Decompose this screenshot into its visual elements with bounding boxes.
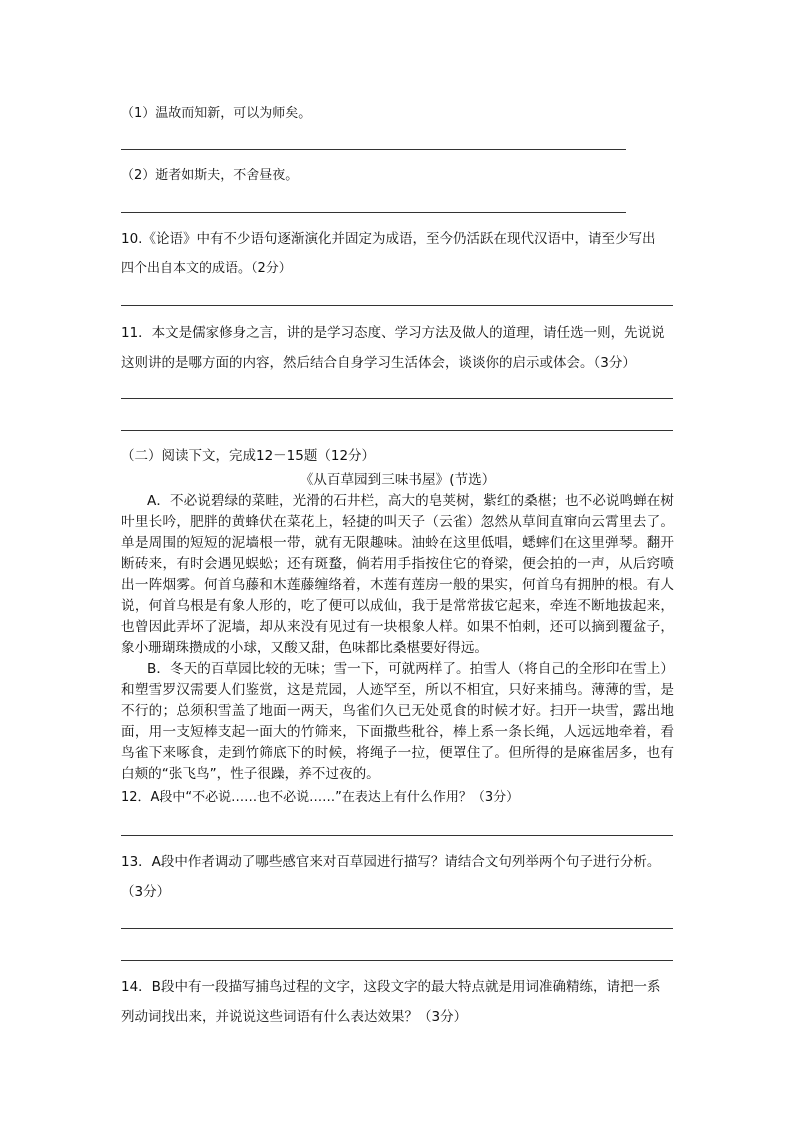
answer-line[interactable] (121, 835, 673, 836)
question-10-line-2: 四个出自本文的成语。（2分） (121, 261, 292, 276)
question-13-line-2: （3分） (121, 884, 171, 900)
passage-paragraph-a (121, 491, 674, 659)
section-heading: （二）阅读下文，完成12－15题（12分） (121, 448, 376, 464)
paragraph-b-text: B．冬天的百草园比较的无味；雪一下，可就两样了。拍雪人（将自己的全形印在雪上）和塑雪罗汉需要人们鉴赏，这是荒园，人迹罕至，所以不相宜，只好来捕鸟。薄薄的雪，是不行的；总须积雪盖了地面一两天，鸟雀们久已无处觅食的时候才好。扫开一块雪，露出地面，用一支短棒支起一面大的竹筛来，下面撒些秕谷，棒上系一条长绳，人远远地牵着，看鸟雀下来啄食，走到竹筛底下的时候，将绳子一拉，便罩住了。但所得的是麻雀居多，也有白颊的“张飞鸟”，性子很躁，养不过夜的。 (121, 661, 674, 782)
answer-line[interactable] (121, 928, 673, 929)
question-11-line-2: 这则讲的是哪方面的内容，然后结合自身学习生活体会，谈谈你的启示或体会。（3分） (121, 355, 636, 371)
question-13-line-1: 13．A段中作者调动了哪些感官来对百草园进行描写？请结合文句列举两个句子进行分析。 (121, 854, 661, 870)
passage-paragraph-b (121, 659, 674, 785)
q9-item-2: （2）逝者如斯夫，不舍昼夜。 (121, 168, 299, 183)
question-10-line-1: 10.《论语》中有不少语句逐渐演化并固定为成语，至今仍活跃在现代汉语中，请至少写出 (121, 231, 656, 247)
answer-line[interactable] (121, 398, 673, 399)
answer-line[interactable] (121, 149, 626, 150)
answer-line[interactable] (121, 430, 673, 431)
question-14-line-2: 列动词找出来，并说说这些词语有什么表达效果？（3分） (121, 1009, 468, 1025)
answer-line[interactable] (121, 212, 626, 213)
answer-line[interactable] (121, 960, 673, 961)
passage-title: 《从百草园到三味书屋》(节选） (299, 472, 496, 488)
paragraph-a-text: A．不必说碧绿的菜畦，光滑的石井栏，高大的皂荚树，紫红的桑椹；也不必说鸣蝉在树叶里长吟，肥胖的黄蜂伏在菜花上，轻捷的叫天子（云雀）忽然从草间直窜向云霄里去了。单是周围的短短的泥墙根一带，就有无限趣味。油蛉在这里低唱，蟋蟀们在这里弹琴。翻开断砖来，有时会遇见蜈蚣；还有斑蝥，倘若用手指按住它的脊梁，便会拍的一声，从后窍喷出一阵烟雾。何首乌藤和木莲藤缠络着，木莲有莲房一般的果实，何首乌有拥肿的根。有人说，何首乌根是有象人形的，吃了便可以成仙，我于是常常拔它起来，牵连不断地拔起来，也曾因此弄坏了泥墙，却从来没有见过有一块根象人样。如果不怕刺，还可以摘到覆盆子，象小珊瑚珠攒成的小球，又酸又甜，色味都比桑椹要好得远。 (121, 493, 674, 656)
q9-item-1: （1）温故而知新，可以为师矣。 (121, 106, 312, 121)
question-11-line-1: 11．本文是儒家修身之言，讲的是学习态度、学习方法及做人的道理，请任选一则，先说说 (121, 325, 665, 341)
question-12: 12．A段中“不必说……也不必说……”在表达上有什么作用？（3分） (121, 790, 520, 805)
answer-line[interactable] (121, 305, 673, 306)
question-14-line-1: 14．B段中有一段描写捕鸟过程的文字，这段文字的最大特点就是用词准确精练，请把一系 (121, 979, 661, 995)
